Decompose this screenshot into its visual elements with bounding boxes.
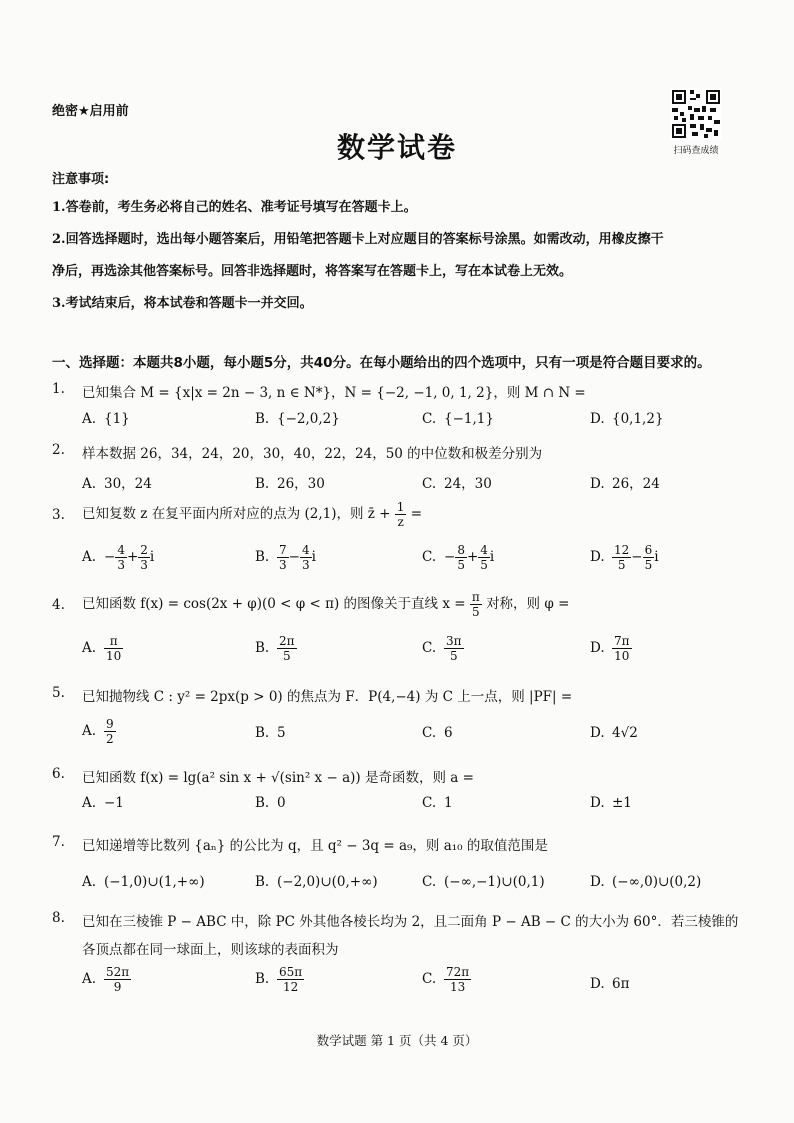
option-a: A. $\frac{\pi}{10}$ — [82, 634, 122, 663]
question-number: 2. — [52, 442, 65, 458]
option-d: D. 4√2 — [590, 725, 638, 741]
option-b: B. $\frac{2\pi}{5}$ — [255, 634, 295, 663]
question-text: 样本数据 26，34，24，20，30，40，22，24，50 的中位数和极差分别为 — [82, 446, 543, 462]
question-5 — [52, 685, 752, 760]
option-b: B. {−2,0,2} — [255, 411, 340, 427]
qr-caption: 扫码查成绩 — [673, 146, 719, 156]
option-a: A. $\frac{9}{2}$ — [82, 717, 114, 746]
page-title: 数学试卷 — [336, 131, 457, 164]
fraction: $\frac{\pi}{5}$ — [471, 590, 480, 619]
question-number: 3. — [52, 507, 65, 523]
question-3 — [52, 500, 752, 580]
notice-item: 1.答卷前，考生务必将自己的姓名、准考证号填写在答题卡上。 — [52, 200, 417, 215]
option-a: A. −1 — [82, 795, 124, 811]
page-footer: 数学试题 第 1 页（共 4 页） — [316, 1033, 478, 1048]
question-1 — [52, 381, 752, 431]
option-c: C. (−∞,−1)∪(0,1) — [422, 874, 545, 890]
option-d: D. {0,1,2} — [590, 411, 664, 427]
option-c: C. {−1,1} — [422, 411, 494, 427]
option-d: D. ±1 — [590, 795, 632, 811]
question-number: 5. — [52, 685, 65, 701]
option-b: B. 5 — [255, 725, 286, 741]
option-b: B. $\frac{65\pi}{12}$ — [255, 965, 303, 994]
question-2 — [52, 442, 752, 492]
question-number: 7. — [52, 834, 65, 850]
question-text: 已知复数 z 在复平面内所对应的点为 (2,1)，则 z̄ + $\frac{1}{z}$ = — [82, 500, 423, 529]
question-text: 已知抛物线 C : y² = 2px(p > 0) 的焦点为 F．P(4,−4) 为 C 上一点，则 |PF| = — [82, 689, 573, 705]
question-8 — [52, 910, 752, 1010]
question-text-line2: 各顶点都在同一球面上，则该球的表面积为 — [82, 942, 339, 958]
option-a: A. − $\frac{4}{3}$ + $\frac{2}{3}$ i — [82, 543, 155, 572]
question-text: 已知集合 M = {x|x = 2n − 3, n ∈ N*}，N = {−2, −1, 0, 1, 2}，则 M ∩ N = — [82, 385, 586, 401]
option-b: B. 26，30 — [255, 476, 325, 492]
notice-item: 3.考试结束后，将本试卷和答题卡一并交回。 — [52, 296, 313, 311]
option-a: A. 30，24 — [82, 476, 152, 492]
option-b: B. (−2,0)∪(0,+∞) — [255, 874, 378, 890]
option-c: C. − $\frac{8}{5}$ + $\frac{4}{5}$ i — [422, 543, 495, 572]
question-number: 1. — [52, 381, 65, 397]
option-c: C. 24，30 — [422, 476, 492, 492]
option-b: B. 0 — [255, 795, 286, 811]
notice-item: 净后，再选涂其他答案标号。回答非选择题时，将答案写在答题卡上，写在本试卷上无效。 — [52, 264, 573, 279]
option-d: D. 6π — [590, 976, 630, 992]
question-7 — [52, 834, 752, 894]
question-4 — [52, 590, 752, 680]
option-d: D. $\frac{12}{5}$ − $\frac{6}{5}$ i — [590, 543, 659, 572]
section-heading: 一、选择题：本题共8小题，每小题5分，共40分。在每小题给出的四个选项中，只有一项是符合题目要求的。 — [52, 355, 711, 371]
option-c: C. $\frac{72\pi}{13}$ — [422, 965, 470, 994]
option-d: D. $\frac{7\pi}{10}$ — [590, 634, 630, 663]
option-c: C. 6 — [422, 725, 453, 741]
question-number: 4. — [52, 597, 65, 613]
top-secret-label: 绝密★启用前 — [52, 104, 129, 119]
option-d: D. (−∞,0)∪(0,2) — [590, 874, 702, 890]
option-a: A. {1} — [82, 411, 130, 427]
question-text: 已知函数 f(x) = lg(a² sin x + √(sin² x − a)) 是奇函数，则 a = — [82, 770, 474, 786]
option-d: D. 26，24 — [590, 476, 660, 492]
option-b: B. $\frac{7}{3}$ − $\frac{4}{3}$ i — [255, 543, 316, 572]
qr-code-icon — [670, 88, 722, 140]
question-text: 已知在三棱锥 P − ABC 中，除 PC 外其他各棱长均为 2，且二面角 P − AB − C 的大小为 60°．若三棱锥的 — [82, 914, 739, 930]
question-number: 6. — [52, 766, 65, 782]
fraction: $\frac{1}{z}$ — [396, 500, 405, 529]
question-number: 8. — [52, 910, 65, 926]
question-6 — [52, 766, 752, 816]
option-a: A. $\frac{52\pi}{9}$ — [82, 965, 130, 994]
question-text: 已知递增等比数列 {aₙ} 的公比为 q，且 q² − 3q = a₉，则 a₁₀ 的取值范围是 — [82, 838, 548, 854]
question-text: 已知函数 f(x) = cos(2x + φ)(0 < φ < π) 的图像关于直线 x = $\frac{\pi}{5}$ 对称，则 φ = — [82, 590, 570, 619]
option-a: A. (−1,0)∪(1,+∞) — [82, 874, 205, 890]
option-c: C. $\frac{3\pi}{5}$ — [422, 634, 462, 663]
notice-item: 2.回答选择题时，选出每小题答案后，用铅笔把答题卡上对应题目的答案标号涂黑。如需改动，用橡皮擦干 — [52, 232, 664, 247]
option-c: C. 1 — [422, 795, 453, 811]
notice-heading: 注意事项: — [52, 172, 110, 187]
